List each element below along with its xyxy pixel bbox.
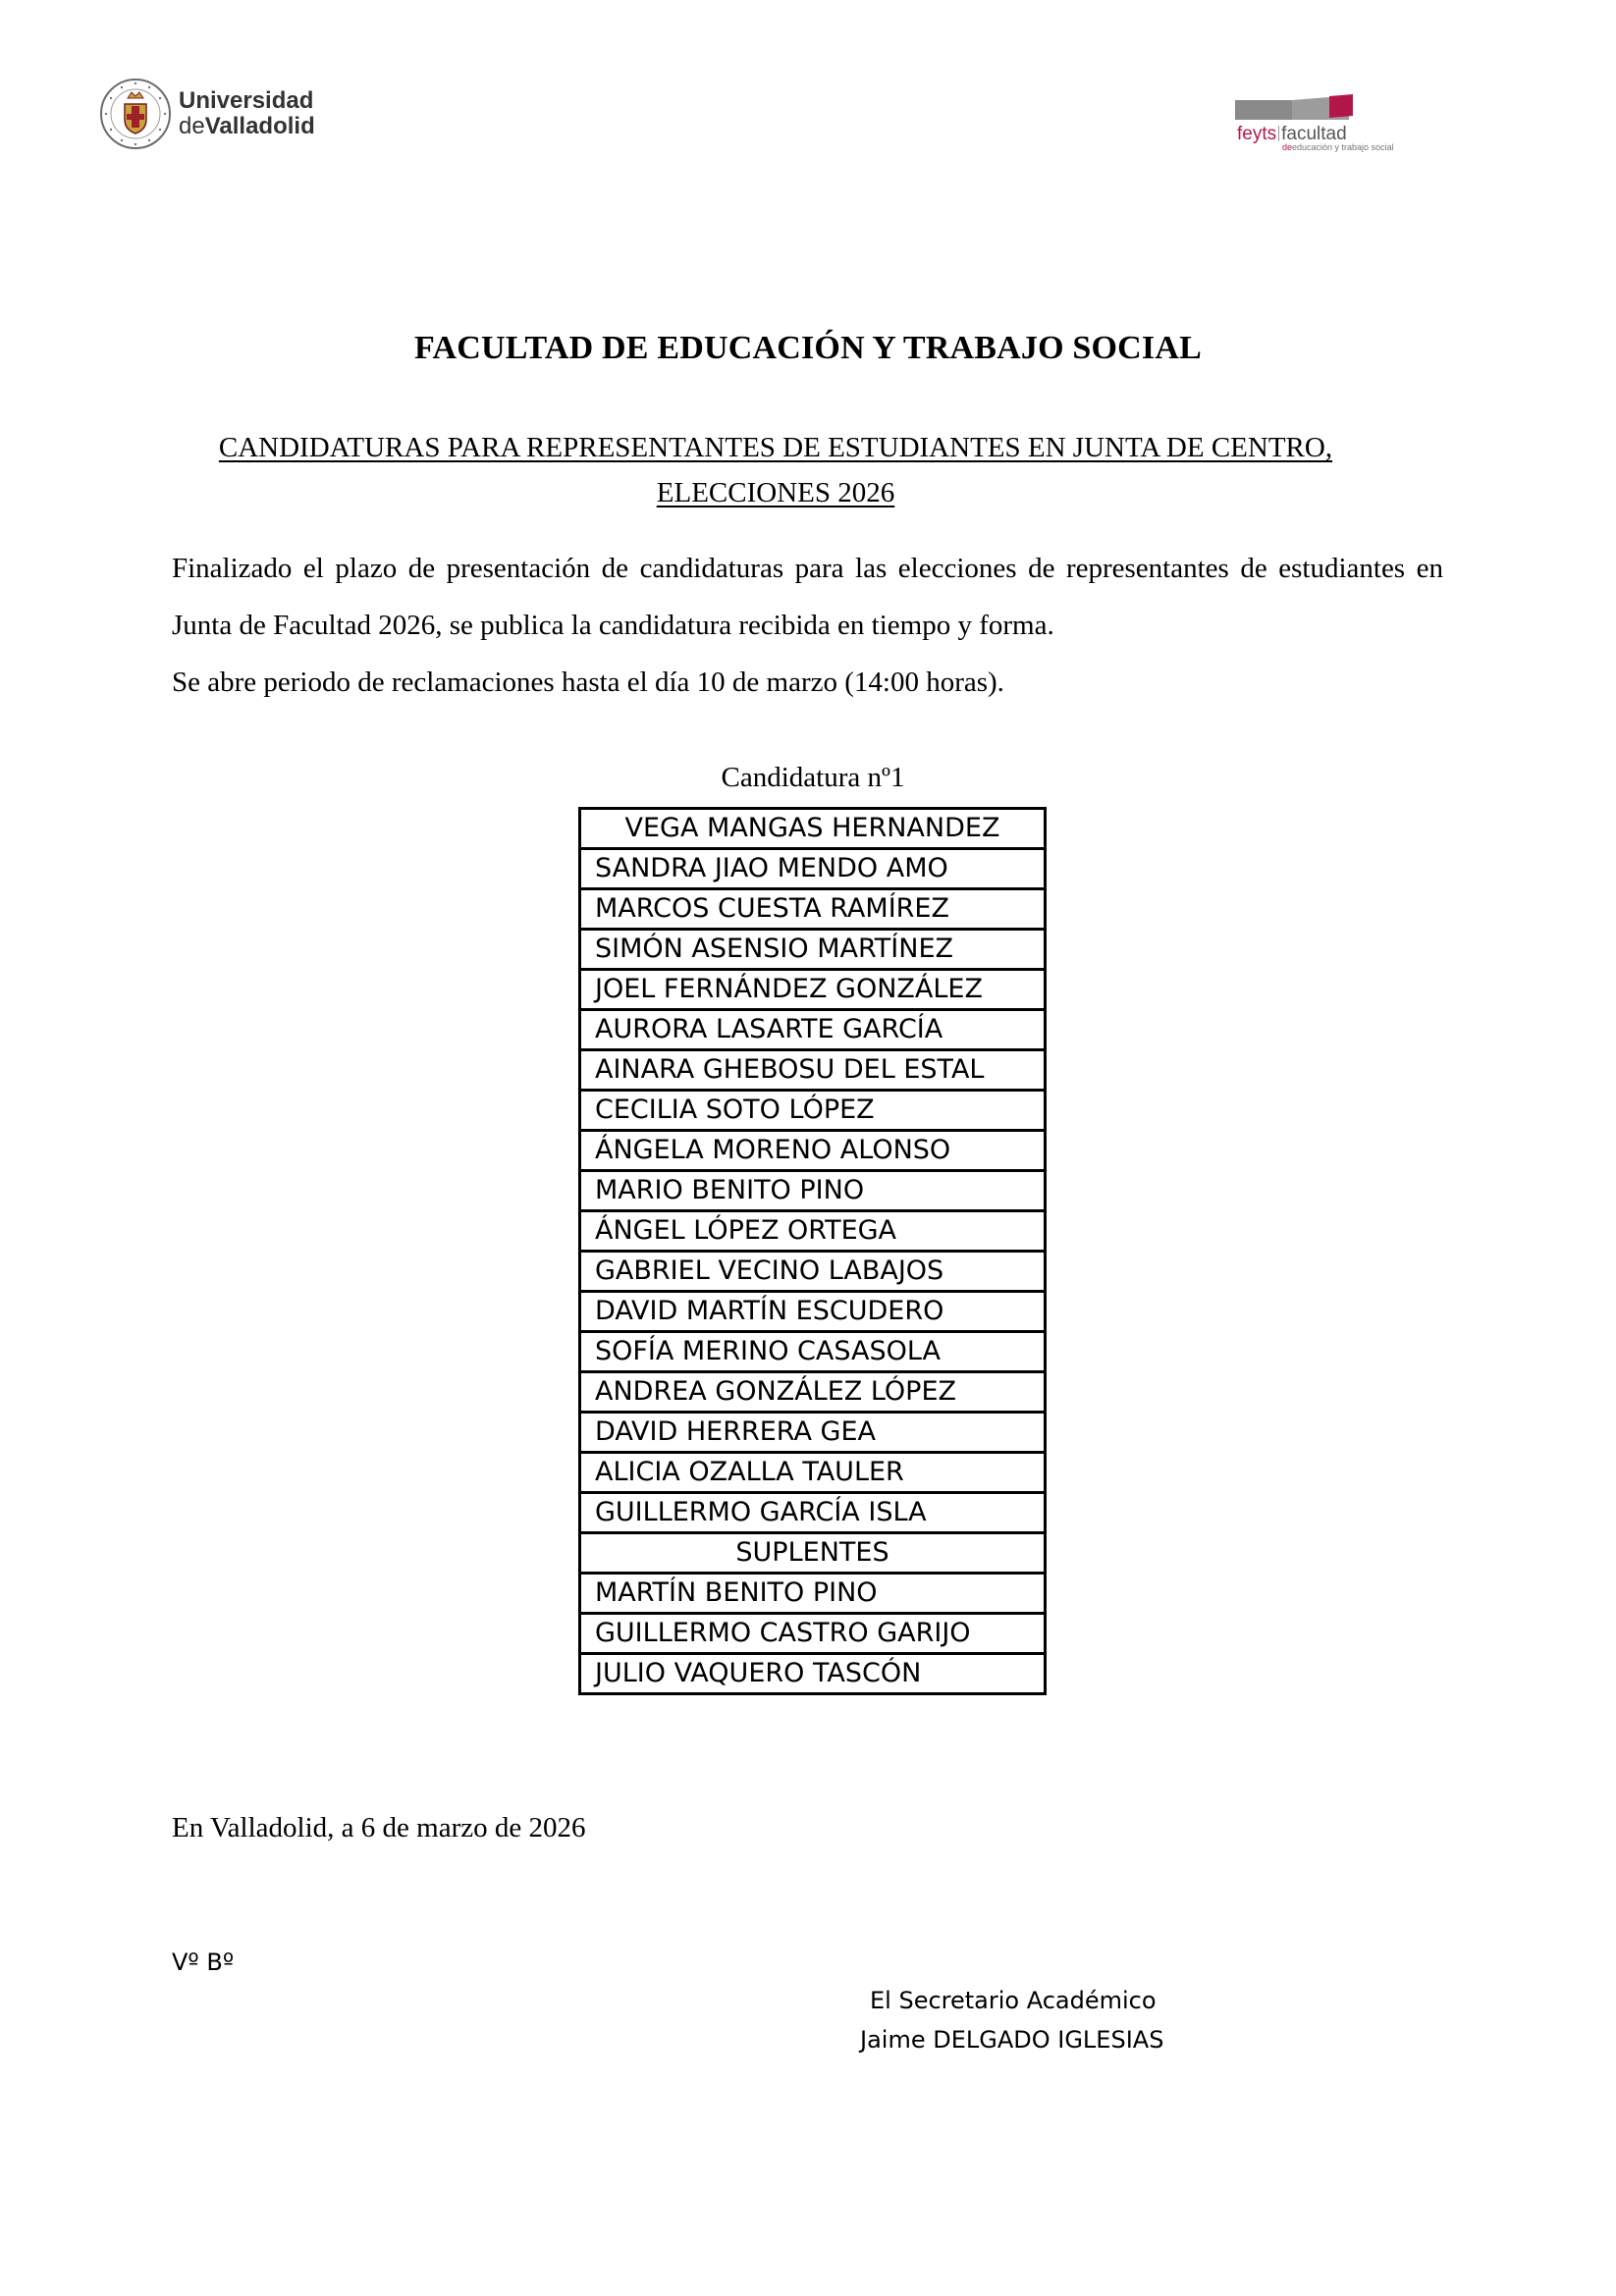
feyts-logo-shape-icon <box>1233 94 1400 124</box>
signer-name: Jaime DELGADO IGLESIAS <box>860 2026 1164 2054</box>
candidate-cell: GUILLERMO GARCÍA ISLA <box>580 1493 1046 1533</box>
feyts-separator <box>1278 126 1279 141</box>
candidates-table <box>578 807 1047 1695</box>
claims-period-paragraph: Se abre periodo de reclamaciones hasta el día 10 de marzo (14:00 horas). <box>172 667 1004 698</box>
suplentes-header-row <box>580 1533 1046 1574</box>
page-title: FACULTAD DE EDUCACIÓN Y TRABAJO SOCIAL <box>414 330 1202 366</box>
table-row <box>580 1413 1046 1453</box>
candidate-cell: MARCOS CUESTA RAMÍREZ <box>580 889 1046 930</box>
feyts-word: facultad <box>1281 124 1347 144</box>
candidate-cell: ÁNGELA MORENO ALONSO <box>580 1131 1046 1171</box>
candidatura-title: Candidatura nº1 <box>721 762 905 793</box>
candidate-cell: ALICIA OZALLA TAULER <box>580 1453 1046 1493</box>
table-row <box>580 1050 1046 1091</box>
feyts-brand: feyts <box>1237 124 1277 144</box>
candidate-cell: DAVID HERRERA GEA <box>580 1413 1046 1453</box>
candidate-cell: DAVID MARTÍN ESCUDERO <box>580 1292 1046 1332</box>
table-row <box>580 1614 1046 1654</box>
university-name-city: Valladolid <box>204 113 315 139</box>
table-row <box>580 1332 1046 1372</box>
candidate-cell: SANDRA JIAO MENDO AMO <box>580 849 1046 889</box>
table-row <box>580 1292 1046 1332</box>
university-name-prefix: de <box>179 113 205 139</box>
candidate-cell: AINARA GHEBOSU DEL ESTAL <box>580 1050 1046 1091</box>
university-seal-icon <box>98 77 173 151</box>
feyts-faculty-logo <box>1233 94 1400 155</box>
table-row <box>580 849 1046 889</box>
table-row <box>580 1372 1046 1413</box>
candidate-cell: GABRIEL VECINO LABAJOS <box>580 1252 1046 1292</box>
candidate-cell: VEGA MANGAS HERNANDEZ <box>580 809 1046 849</box>
table-row <box>580 1211 1046 1252</box>
candidate-cell: AURORA LASARTE GARCÍA <box>580 1010 1046 1050</box>
candidate-cell: SOFÍA MERINO CASASOLA <box>580 1332 1046 1372</box>
announcement-paragraph: Finalizado el plazo de presentación de candidaturas para las elecciones de representantes de estudiantes en Junta de Facultad 2026, se publica la candidatura recibida en tiempo y forma. <box>172 553 1443 641</box>
suplente-cell: MARTÍN BENITO PINO <box>580 1574 1046 1614</box>
university-name-line1: Universidad <box>179 87 314 114</box>
table-row <box>580 1131 1046 1171</box>
vobo-label: Vº Bº <box>172 1949 235 1976</box>
table-row <box>580 1493 1046 1533</box>
suplente-cell: JULIO VAQUERO TASCÓN <box>580 1654 1046 1694</box>
table-row <box>580 889 1046 930</box>
place-date: En Valladolid, a 6 de marzo de 2026 <box>172 1812 586 1843</box>
table-row <box>580 1574 1046 1614</box>
table-row <box>580 1654 1046 1694</box>
university-name <box>179 88 315 139</box>
table-row <box>580 1453 1046 1493</box>
candidate-cell: JOEL FERNÁNDEZ GONZÁLEZ <box>580 970 1046 1010</box>
table-row <box>580 1010 1046 1050</box>
candidate-cell: CECILIA SOTO LÓPEZ <box>580 1091 1046 1131</box>
document-subtitle: CANDIDATURAS PARA REPRESENTANTES DE ESTUDIANTES EN JUNTA DE CENTRO, ELECCIONES 2026 <box>218 432 1333 508</box>
candidate-cell: SIMÓN ASENSIO MARTÍNEZ <box>580 930 1046 970</box>
university-name-line2 <box>179 114 315 139</box>
candidate-cell: MARIO BENITO PINO <box>580 1171 1046 1211</box>
signer-role: El Secretario Académico <box>870 1987 1157 2014</box>
feyts-subtitle-text: educación y trabajo social <box>1292 142 1394 152</box>
table-row <box>580 970 1046 1010</box>
feyts-subtitle <box>1282 142 1394 152</box>
table-row <box>580 1171 1046 1211</box>
feyts-subtitle-prefix: de <box>1282 142 1293 152</box>
candidate-cell: ANDREA GONZÁLEZ LÓPEZ <box>580 1372 1046 1413</box>
table-row <box>580 809 1046 849</box>
universidad-valladolid-logo <box>98 77 315 151</box>
suplentes-label: SUPLENTES <box>580 1533 1046 1574</box>
candidate-cell: ÁNGEL LÓPEZ ORTEGA <box>580 1211 1046 1252</box>
table-row <box>580 1091 1046 1131</box>
table-row <box>580 930 1046 970</box>
table-row <box>580 1252 1046 1292</box>
suplente-cell: GUILLERMO CASTRO GARIJO <box>580 1614 1046 1654</box>
